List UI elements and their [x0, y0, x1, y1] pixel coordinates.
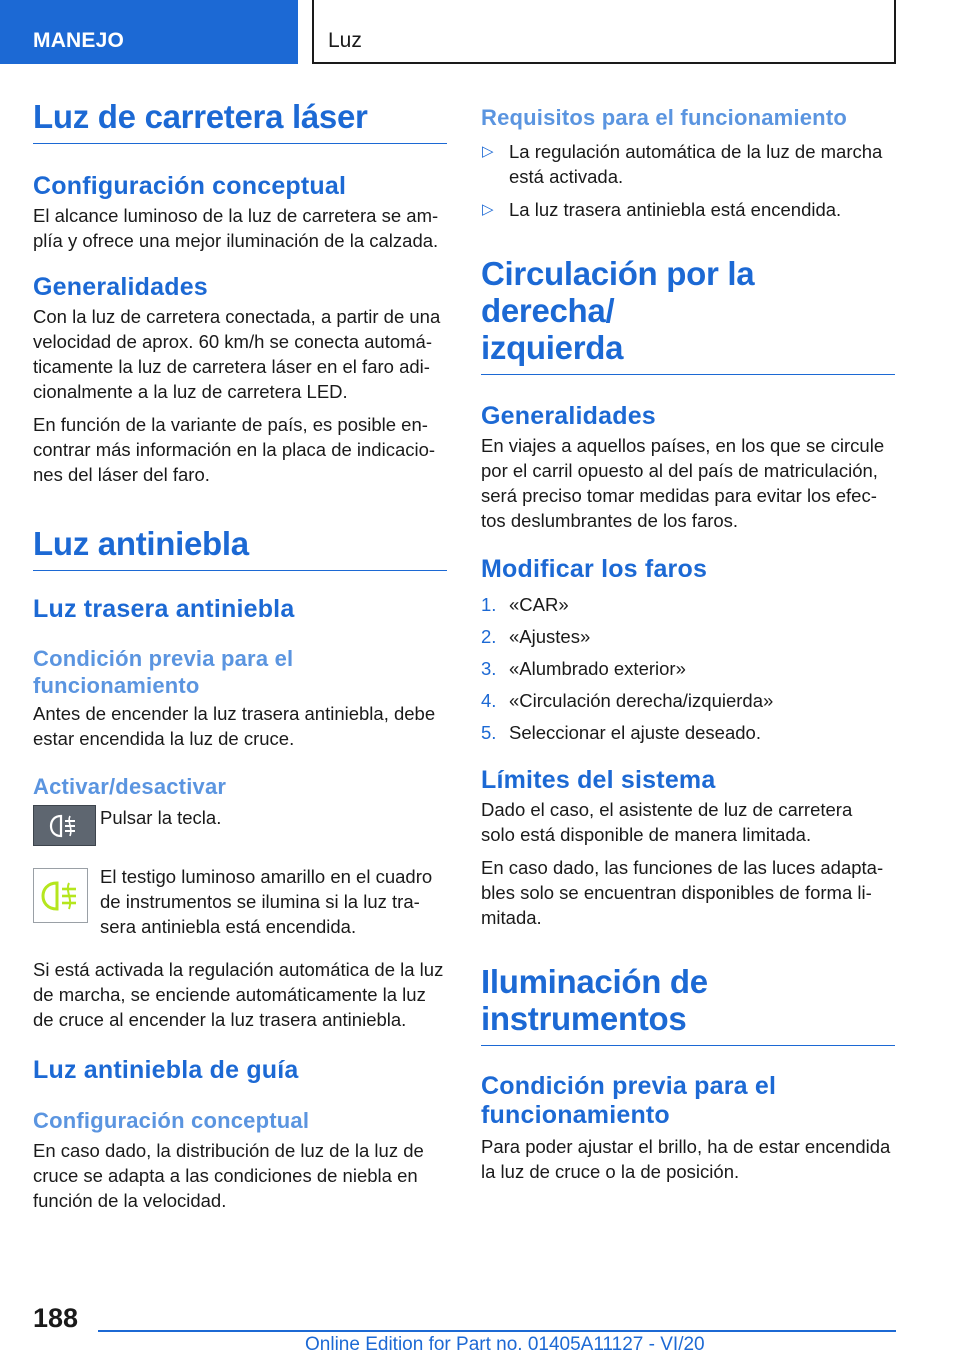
text-precondition-right: Para poder ajustar el brillo, ha de estar encendida la luz de cruce o la de posición. [481, 1136, 891, 1182]
bullet-triangle-icon: ▷ [482, 201, 494, 218]
text-conceptual-config: El alcance luminoso de la luz de carretera se am- plía y ofrece una mejor iluminación de la calzada. [33, 205, 439, 251]
step-number: 2. [481, 626, 497, 647]
key-instruction [33, 805, 447, 846]
heading-guide-fog-light: Luz antiniebla de guía [33, 1056, 299, 1084]
step-number: 3. [481, 658, 497, 679]
heading-driving-side: Circulación por la derecha/ izquierda [481, 255, 895, 375]
requirement-text: La luz trasera antiniebla está encendida. [509, 199, 842, 220]
heading-precondition-right: Condición previa para el funcionamiento [481, 1072, 777, 1129]
heading-laser-high-beam: Luz de carretera láser [33, 98, 447, 144]
step-number: 1. [481, 594, 497, 615]
requirement-text: La regulación automática de la luz de marcha está activada. [509, 141, 883, 187]
heading-conceptual-config-2: Configuración conceptual [33, 1108, 310, 1133]
section-tab: MANEJO [0, 0, 298, 64]
step-text: «CAR» [509, 594, 569, 615]
text-general-2: En función de la variante de país, es posible en- contrar más información en la placa de indicacio- nes del láser del faro. [33, 414, 436, 485]
text-general-1: Con la luz de carretera conectada, a partir de una velocidad de aprox. 60 km/h se conecta automá- ticamente la luz de carretera láser en el faro adi- cionalmente a la luz de carretera LED. [33, 306, 441, 402]
text-conceptual-config-2: En caso dado, la distribución de luz de la luz de cruce se adapta a las condiciones de niebla en función de la velocidad. [33, 1140, 424, 1211]
heading-system-limits: Límites del sistema [481, 766, 716, 794]
step-text: «Circulación derecha/izquierda» [509, 690, 774, 711]
step-text: Seleccionar el ajuste deseado. [509, 722, 761, 743]
text-general-right: En viajes a aquellos países, en los que se circule por el carril opuesto al del país de matriculación, será preciso tomar medidas para evitar los efec- tos deslumbrantes de los faros. [481, 435, 885, 531]
right-column [481, 98, 895, 1184]
rear-fog-light-key-icon [33, 805, 96, 846]
text-press-key: Pulsar la tecla. [100, 807, 222, 828]
heading-modify-headlights: Modificar los faros [481, 555, 708, 583]
heading-activate: Activar/desactivar [33, 774, 227, 799]
heading-rear-fog-light: Luz trasera antiniebla [33, 595, 295, 623]
list-item [481, 592, 895, 617]
list-item [481, 197, 895, 222]
heading-instrument-lighting: Iluminación de instrumentos [481, 963, 895, 1046]
text-indicator: El testigo luminoso amarillo en el cuadro de instrumentos se ilumina si la luz tra- sera antiniebla está encendida. [100, 866, 433, 937]
list-item [481, 139, 895, 189]
step-text: «Ajustes» [509, 626, 591, 647]
step-text: «Alumbrado exterior» [509, 658, 686, 679]
text-system-limits-1: Dado el caso, el asistente de luz de carretera solo está disponible de manera limitada. [481, 799, 853, 845]
bullet-triangle-icon: ▷ [482, 143, 494, 160]
indicator-instruction [33, 864, 447, 939]
text-precondition: Antes de encender la luz trasera antiniebla, debe estar encendida la luz de cruce. [33, 703, 436, 749]
heading-precondition: Condición previa para el funcionamiento [33, 646, 294, 698]
footer-divider [98, 1330, 896, 1332]
list-item [481, 656, 895, 681]
heading-general: Generalidades [33, 273, 208, 301]
heading-requirements: Requisitos para el funcionamiento [481, 105, 847, 130]
heading-general-right: Generalidades [481, 402, 656, 430]
step-number: 4. [481, 690, 497, 711]
footer-edition: Online Edition for Part no. 01405A11127 - VI/20 [305, 1334, 705, 1355]
rear-fog-light-indicator-icon [33, 868, 88, 923]
step-number: 5. [481, 722, 497, 743]
text-system-limits-2: En caso dado, las funciones de las luces adapta- bles solo se encuentran disponibles de forma li- mitada. [481, 857, 884, 928]
text-auto-regulation: Si está activada la regulación automática de la luz de marcha, se enciende automáticamente la luz de cruce al encender la luz trasera antiniebla. [33, 959, 444, 1030]
list-item [481, 720, 895, 745]
heading-conceptual-config: Configuración conceptual [33, 172, 347, 200]
page-number: 188 [33, 1303, 79, 1333]
list-item [481, 624, 895, 649]
chapter-title: Luz [312, 0, 896, 64]
list-item [481, 688, 895, 713]
left-column [33, 98, 447, 1213]
heading-fog-light: Luz antiniebla [33, 525, 447, 571]
